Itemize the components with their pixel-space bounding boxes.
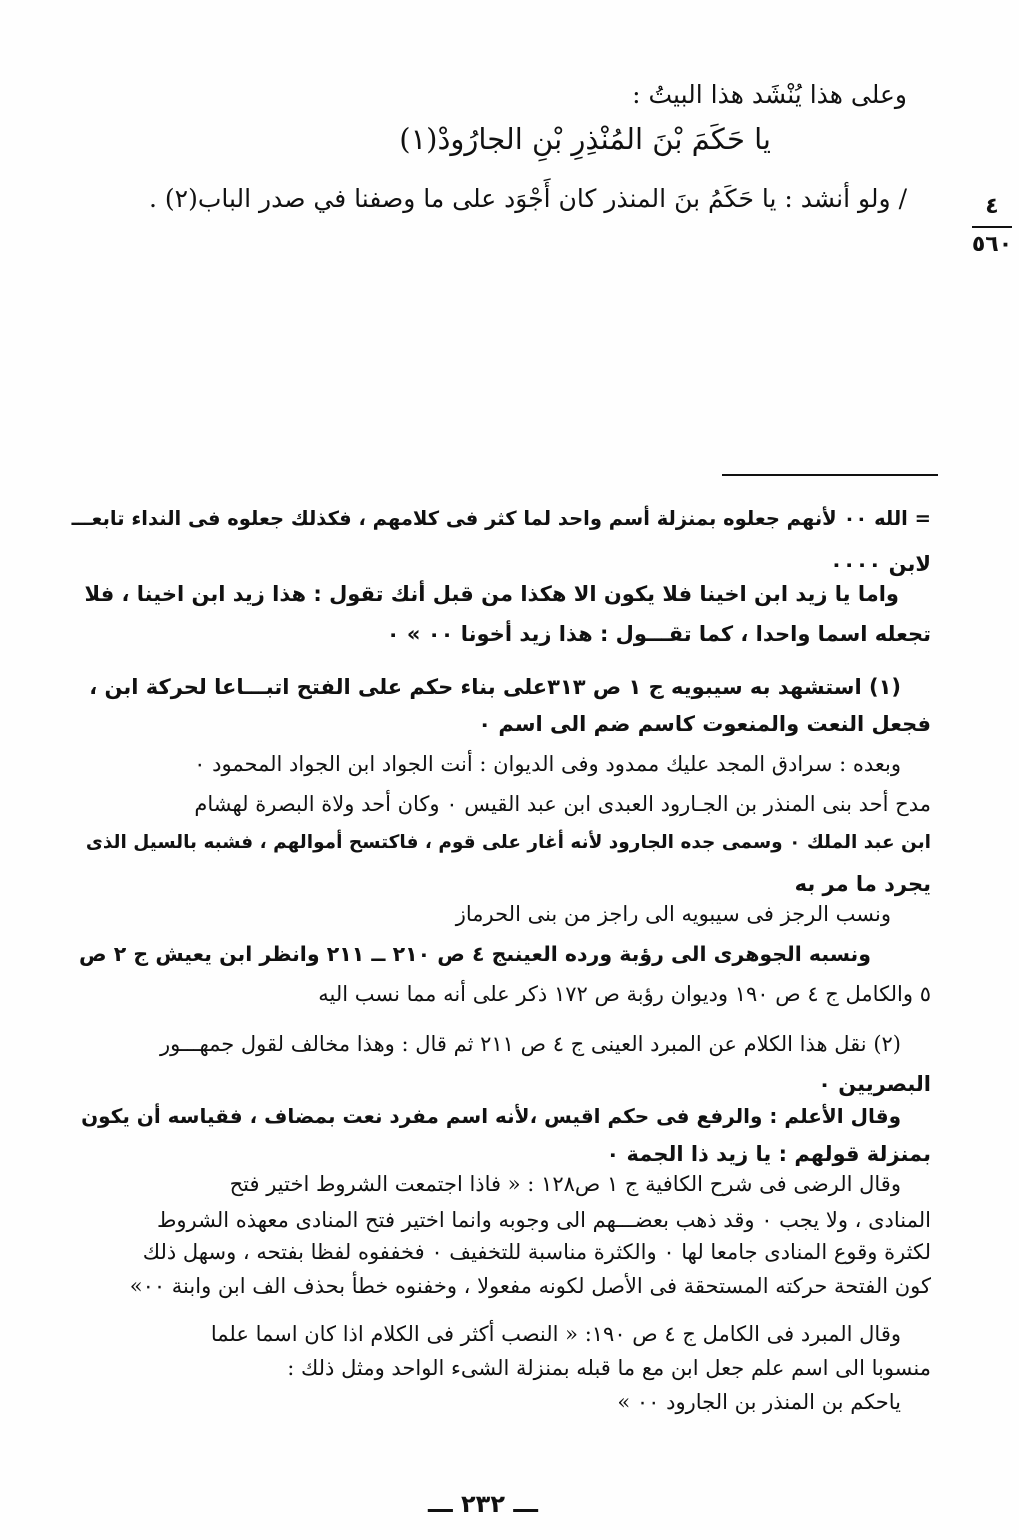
footnote-line: منسوبا الى اسم علم جعل ابن مع ما قبله بمنزلة الشىء الواحد ومثل ذلك :: [287, 1356, 931, 1380]
footnote-line: ونسبه الجوهرى الى رؤبة ورده العينىج ٤ ص ٢١٠ ــ ٢١١ وانظر ابن يعيش ج ٢ ص: [79, 942, 871, 966]
footnote-line: تجعله اسما واحدا ، كما تقـــول : هذا زيد أخونا ٠٠ » ٠: [386, 622, 931, 646]
footnote-line: ياحكم بن المنذر بن الجارود ٠٠ »: [617, 1390, 901, 1414]
main-verse-line: يا حَكَمَ بْنَ المُنْذِرِ بْنِ الجارُودْ(١): [399, 122, 771, 156]
footnote-line: واما يا زيد ابن اخينا فلا يكون الا هكذا من قبل أنك تقول : هذا زيد ابن اخينا ، فلا: [84, 582, 899, 606]
footnote-line: لابن ٠٠٠٠: [829, 552, 931, 576]
footnote-line: = الله ٠٠ لأنهم جعلوه بمنزلة أسم واحد لما كثر فى كلامهم ، فكذلك جعلوه فى النداء تابعـــ: [71, 507, 931, 530]
footnote-line: فجعل النعت والمنعوت كاسم ضم الى اسم ٠: [478, 712, 931, 736]
footnote-line: يجرد ما مر به: [794, 872, 931, 896]
footnote-line: ابن عبد الملك ٠ وسمى جده الجارود لأنه أغار على قوم ، فاكتسح أموالهم ، فشبه بالسيل الذى: [85, 832, 931, 853]
footnote-line: مدح أحد بنى المنذر بن الجـارود العبدى ابن عبد القيس ٠ وكان أحد ولاة البصرة لهشام: [194, 792, 931, 816]
main-intro-line: وعلى هذا يُنْشَد هذا البيتُ :: [632, 80, 907, 109]
footnote-line: وقال الأعلم : والرفع فى حكم اقيس ،لأنه اسم مفرد نعت بمضاف ، فقياسه أن يكون: [81, 1104, 901, 1128]
margin-reference-page: ٥٦٠: [971, 232, 1013, 257]
footnote-line: ٥ والكامل ج ٤ ص ١٩٠ وديوان رؤبة ص ١٧٢ ذكر على أنه مما نسب اليه: [318, 982, 931, 1006]
footnote-line: وقال الرضى فى شرح الكافية ج ١ ص١٢٨ : « فاذا اجتمعت الشروط اختير فتح: [229, 1172, 901, 1196]
footnote-line: كون الفتحة حركته المستحقة فى الأصل لكونه مفعولا ، وخفنوه خطأ بحذف الف ابن وابنة ٠٠»: [129, 1274, 931, 1298]
page-number: ـــ ٢٣٢ ـــ: [428, 1490, 538, 1518]
footnote-line: المنادى ، ولا يجب ٠ وقد ذهب بعضـــهم الى وجوبه وانما اختير فتح المنادى معهذه الشروط: [156, 1208, 931, 1232]
footnote-line: بمنزلة قولهم : يا زيد ذا الجمة ٠: [606, 1142, 931, 1166]
main-closing-line: / ولو أنشد : يا حَكَمُ بنَ المنذر كان أَجْوَد على ما وصفنا في صدر الباب(٢) .: [149, 184, 907, 213]
footnote-line: وقال المبرد فى الكامل ج ٤ ص ١٩٠: « النصب أكثر فى الكلام اذا كان اسما علما: [210, 1322, 901, 1346]
footnote-line: (٢) نقل هذا الكلام عن المبرد العينى ج ٤ ص ٢١١ ثم قال : وهذا مخالف لقول جمهـــور: [160, 1032, 901, 1056]
margin-reference-rule: [972, 226, 1012, 228]
footnote-line: وبعده : سرادق المجد عليك ممدود وفى الديوان : أنت الجواد ابن الجواد المحمود ٠: [194, 752, 901, 776]
footnote-line: البصريين ٠: [818, 1072, 931, 1096]
footnote-line: لكثرة وقوع المنادى جامعا لها ٠ والكثرة مناسبة للتخفيف ٠ فخففوه لفظا بفتحه ، وسهل ذلك: [142, 1240, 931, 1264]
margin-page-reference: [968, 190, 1016, 260]
margin-reference-volume: ٤: [985, 194, 999, 219]
footnote-line: ونسب الرجز فى سيبويه الى راجز من بنى الحرماز: [455, 902, 891, 926]
footnote-separator: [722, 474, 938, 476]
footnote-line: (١) استشهد به سيبويه ج ١ ص ٣١٣على بناء حكم على الفتح اتبـــاعا لحركة ابن ،: [89, 675, 901, 699]
